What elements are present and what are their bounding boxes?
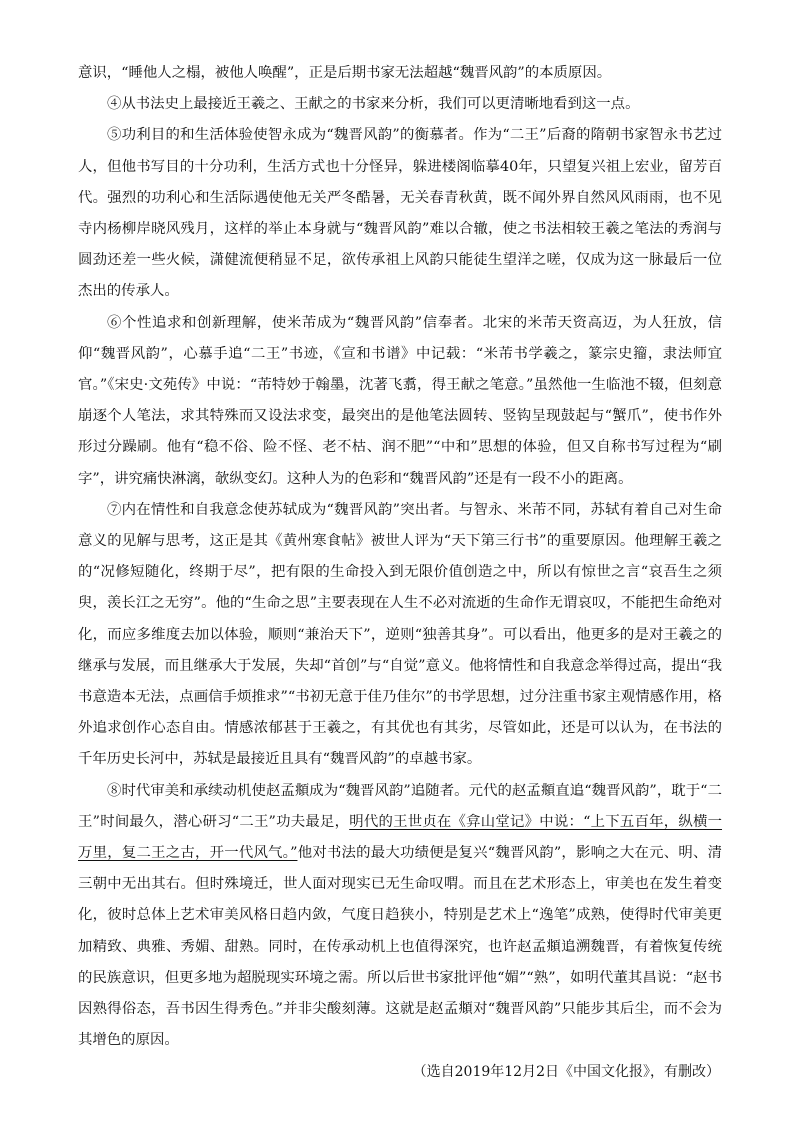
article-body bbox=[78, 58, 722, 1088]
source-citation: （选自2019年12月2日《中国文化报》，有删改） bbox=[412, 1063, 720, 1080]
paragraph-4: ④从书法史上最接近王羲之、王献之的书家来分析，我们可以更清晰地看到这一点。 bbox=[107, 96, 640, 113]
underlined-quote: 明代的王世贞在《弇山堂记》中说：“上下五百年，纵横一万里，复二王之古，开一代风气。” bbox=[78, 813, 723, 862]
paragraph-7: ⑦内在情性和自我意念使苏轼成为“魏晋风韵”突出者。与智永、米芾不同，苏轼有着自己对生命意义的见解与思考，这正是其《黄州寒食帖》被世人评为“天下第三行书”的重要原因。他理解王羲之的“况修短随化，终期于尽”，把有限的生命投入到无限价值创造之中，所以有惊世之言“哀吾生之须臾，羡长江之无穷”。他的“生命之思”主要表现在人生不必对流逝的生命作无谓哀叹，不能把生命绝对化，而应多维度去加以体验，顺则“兼治天下”，逆则“独善其身”。可以看出，他更多的是对王羲之的继承与发展，而且继承大于发展，失却“首创”与“自觉”意义。他将情性和自我意念举得过高，提出“我书意造本无法，点画信手烦推求”“书初无意于佳乃佳尔”的书学思想，过分注重书家主观情感作用，格外追求创作心态自由。情感浓郁甚于王羲之，有其优也有其劣，尽管如此，还是可以认为，在书法的千年历史长河中，苏轼是最接近且具有“魏晋风韵”的卓越书家。 bbox=[78, 501, 722, 768]
paragraph-5: ⑤功利目的和生活体验使智永成为“魏晋风韵”的衡慕者。作为“二王”后裔的隋朝书家智永书艺过人，但他书写目的十分功利，生活方式也十分怪异，躲进楼阁临摹40年，只望复兴祖上宏业，留芳百代。强烈的功利心和生活际遇使他无关严冬酷暑，无关春青秋黄，既不闻外界自然风风雨雨，也不见寺内杨柳岸晓风残月，这样的举止本身就与“魏晋风韵”难以合辙，使之书法相较王羲之笔法的秀润与圆劲还差一些火候，潇健流便稍显不足，欲传承祖上风韵只能徒生望洋之嗟，仅成为这一脉最后一位杰出的传承人。 bbox=[78, 127, 722, 300]
paragraph-8 bbox=[78, 776, 722, 1057]
paragraph-8-text-a: ⑧时代审美和承续动机使赵孟頫成为“魏晋风韵”追随者。元代的赵孟頫直追“魏晋风韵”，耽于“二王”时间最久，潜心研习“二王”功夫最足， bbox=[78, 782, 722, 830]
paragraph-6: ⑥个性追求和创新理解，使米芾成为“魏晋风韵”信奉者。北宋的米芾天资高迈，为人狂放，信仰“魏晋风韵”，心慕手追“二王”书迹，《宣和书谱》中记载：“米芾书学羲之，篆宗史籀，隶法师宜官。”《宋史·文苑传》中说：“芾特妙于翰墨，沈著飞翥，得王献之笔意。”虽然他一生临池不辍，但刻意崩逐个人笔法，求其特殊而又设法求变，最突出的是他笔法圆转、竖钩呈现鼓起与“蟹爪”，使书作外形过分躁刷。他有“稳不俗、险不怪、老不枯、润不肥”“中和”思想的体验，但又自称书写过程为“刷字”，讲究痛快淋漓，欹纵变幻。这种人为的色彩和“魏晋风韵”还是有一段不小的距离。 bbox=[78, 314, 722, 487]
paragraph-continuation: 意识，“睡他人之榻，被他人唤醒”，正是后期书家无法超越“魏晋风韵”的本质原因。 bbox=[78, 65, 612, 81]
paragraph-8-text-b: 他对书法的最大功绩便是复兴“魏晋风韵”，影响之大在元、明、清三朝中无出其右。但时殊境迁，世人面对现实已无生命叹喟。而且在艺术形态上，审美也在发生着变化，彼时总体上艺术审美风格日趋内敛，气度日趋狭小，特别是艺术上“逸笔”成熟，使得时代审美更加精致、典雅、秀媚、甜熟。同时，在传承动机上也值得深究，也许赵孟頫追溯魏晋，有着恢复传统的民族意识，但更多地为超脱现实环境之需。所以后世书家批评他“媚”“熟”，如明代董其昌说：“赵书因熟得俗态，吾书因生得秀色。”并非尖酸刻薄。这就是赵孟頫对“魏晋风韵”只能步其后尘，而不会为其增色的原因。 bbox=[78, 845, 722, 1049]
